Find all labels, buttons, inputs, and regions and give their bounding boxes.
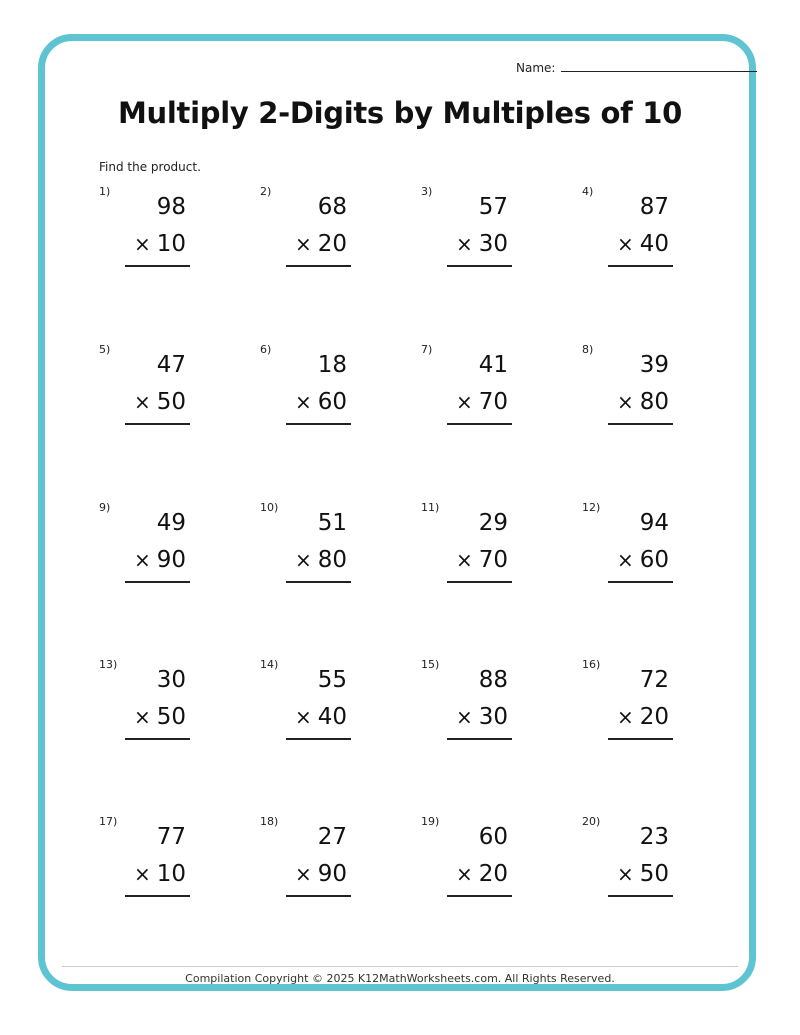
multiplicand: 77 (156, 824, 186, 850)
problem-number: 13) (99, 658, 118, 671)
multiplicand: 27 (317, 824, 347, 850)
problem-number: 15) (421, 658, 440, 671)
problem-number: 5) (99, 343, 111, 356)
multiplier: 40 (317, 704, 347, 730)
multiplier: 80 (317, 547, 347, 573)
problem-number: 1) (99, 185, 111, 198)
problem-15 (421, 658, 551, 768)
multiplicand: 51 (317, 510, 347, 536)
multiplier: 50 (156, 389, 186, 415)
answer-line[interactable] (447, 895, 512, 897)
multiplier: 10 (156, 231, 186, 257)
multiply-sign: × (616, 390, 634, 414)
multiplier: 70 (478, 389, 508, 415)
multiplicand: 87 (639, 194, 669, 220)
multiplier-row (617, 547, 669, 573)
answer-line[interactable] (286, 895, 351, 897)
multiplier-row (456, 861, 508, 887)
multiplier: 90 (317, 861, 347, 887)
problem-19 (421, 815, 551, 925)
name-blank-line[interactable] (561, 60, 757, 72)
answer-line[interactable] (286, 423, 351, 425)
multiplicand: 39 (639, 352, 669, 378)
multiply-sign: × (294, 390, 312, 414)
answer-line[interactable] (608, 423, 673, 425)
multiplier: 80 (639, 389, 669, 415)
multiplier-row (295, 231, 347, 257)
problem-6 (260, 343, 390, 453)
answer-line[interactable] (608, 265, 673, 267)
answer-line[interactable] (286, 265, 351, 267)
multiplicand: 47 (156, 352, 186, 378)
multiply-sign: × (455, 705, 473, 729)
problem-number: 3) (421, 185, 433, 198)
multiplier-row (456, 231, 508, 257)
answer-line[interactable] (125, 581, 190, 583)
problem-number: 9) (99, 501, 111, 514)
multiplier-row (617, 861, 669, 887)
multiplier: 20 (317, 231, 347, 257)
multiply-sign: × (294, 548, 312, 572)
multiplier-row (134, 861, 186, 887)
problem-12 (582, 501, 712, 611)
multiplier: 50 (639, 861, 669, 887)
problem-number: 14) (260, 658, 279, 671)
problem-number: 18) (260, 815, 279, 828)
multiplier: 30 (478, 704, 508, 730)
problem-10 (260, 501, 390, 611)
name-field[interactable] (516, 60, 757, 75)
problem-2 (260, 185, 390, 295)
multiplier-row (134, 547, 186, 573)
multiplier-row (295, 547, 347, 573)
multiplicand: 94 (639, 510, 669, 536)
problem-4 (582, 185, 712, 295)
multiplier: 90 (156, 547, 186, 573)
multiply-sign: × (133, 862, 151, 886)
problem-number: 16) (582, 658, 601, 671)
multiplier-row (456, 704, 508, 730)
multiply-sign: × (455, 548, 473, 572)
multiplicand: 55 (317, 667, 347, 693)
problem-number: 4) (582, 185, 594, 198)
multiplier-row (295, 704, 347, 730)
multiply-sign: × (616, 232, 634, 256)
problem-5 (99, 343, 229, 453)
multiply-sign: × (616, 705, 634, 729)
answer-line[interactable] (125, 738, 190, 740)
problem-7 (421, 343, 551, 453)
multiplicand: 60 (478, 824, 508, 850)
multiply-sign: × (133, 390, 151, 414)
page-title: Multiply 2-Digits by Multiples of 10 (117, 96, 683, 130)
problem-8 (582, 343, 712, 453)
problem-number: 19) (421, 815, 440, 828)
multiplicand: 88 (478, 667, 508, 693)
answer-line[interactable] (447, 581, 512, 583)
answer-line[interactable] (125, 265, 190, 267)
multiplier: 20 (478, 861, 508, 887)
multiply-sign: × (455, 232, 473, 256)
multiplier-row (134, 704, 186, 730)
problem-3 (421, 185, 551, 295)
multiply-sign: × (294, 705, 312, 729)
multiply-sign: × (616, 548, 634, 572)
multiply-sign: × (455, 390, 473, 414)
multiply-sign: × (616, 862, 634, 886)
multiplier: 60 (317, 389, 347, 415)
answer-line[interactable] (447, 423, 512, 425)
multiplier-row (617, 389, 669, 415)
answer-line[interactable] (608, 738, 673, 740)
multiplicand: 68 (317, 194, 347, 220)
answer-line[interactable] (608, 895, 673, 897)
problem-11 (421, 501, 551, 611)
answer-line[interactable] (125, 423, 190, 425)
footer-divider (62, 966, 738, 967)
multiplier-row (617, 231, 669, 257)
problem-14 (260, 658, 390, 768)
answer-line[interactable] (447, 738, 512, 740)
problem-number: 7) (421, 343, 433, 356)
problem-number: 6) (260, 343, 272, 356)
footer-copyright: Compilation Copyright © 2025 K12MathWorksheets.com. All Rights Reserved. (185, 972, 615, 985)
multiplicand: 41 (478, 352, 508, 378)
answer-line[interactable] (125, 895, 190, 897)
problem-20 (582, 815, 712, 925)
problem-16 (582, 658, 712, 768)
problem-1 (99, 185, 229, 295)
multiplier: 10 (156, 861, 186, 887)
multiplicand: 30 (156, 667, 186, 693)
answer-line[interactable] (286, 738, 351, 740)
answer-line[interactable] (447, 265, 512, 267)
multiplicand: 18 (317, 352, 347, 378)
problem-18 (260, 815, 390, 925)
multiply-sign: × (133, 548, 151, 572)
problem-number: 8) (582, 343, 594, 356)
multiply-sign: × (133, 705, 151, 729)
multiplicand: 57 (478, 194, 508, 220)
problem-number: 10) (260, 501, 279, 514)
multiplier-row (617, 704, 669, 730)
multiply-sign: × (294, 862, 312, 886)
problem-number: 2) (260, 185, 272, 198)
multiplier: 30 (478, 231, 508, 257)
multiplicand: 49 (156, 510, 186, 536)
multiplicand: 72 (639, 667, 669, 693)
multiplier: 60 (639, 547, 669, 573)
problem-number: 17) (99, 815, 118, 828)
multiplier: 40 (639, 231, 669, 257)
problem-17 (99, 815, 229, 925)
multiply-sign: × (133, 232, 151, 256)
problem-number: 20) (582, 815, 601, 828)
multiplier-row (295, 389, 347, 415)
multiplier-row (134, 231, 186, 257)
problem-number: 11) (421, 501, 440, 514)
answer-line[interactable] (608, 581, 673, 583)
name-label: Name: (516, 61, 556, 75)
multiplicand: 29 (478, 510, 508, 536)
multiply-sign: × (455, 862, 473, 886)
multiplicand: 23 (639, 824, 669, 850)
multiplier-row (134, 389, 186, 415)
multiplier: 20 (639, 704, 669, 730)
problem-13 (99, 658, 229, 768)
problem-number: 12) (582, 501, 601, 514)
multiplier-row (295, 861, 347, 887)
multiply-sign: × (294, 232, 312, 256)
problem-9 (99, 501, 229, 611)
multiplicand: 98 (156, 194, 186, 220)
answer-line[interactable] (286, 581, 351, 583)
multiplier-row (456, 389, 508, 415)
instructions: Find the product. (99, 160, 201, 174)
multiplier-row (456, 547, 508, 573)
multiplier: 70 (478, 547, 508, 573)
multiplier: 50 (156, 704, 186, 730)
